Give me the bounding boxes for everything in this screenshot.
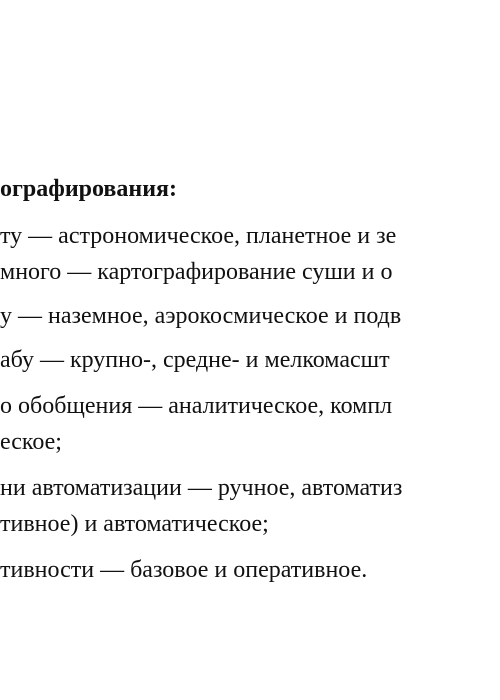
text-line-by-automation: ни автоматизации — ручное, автоматиз [0,475,403,501]
text-line-by-method: у — наземное, аэрокосмическое и подв [0,303,402,329]
text-line-by-territory: много — картографирование суши и о [0,259,393,285]
text-line-continuation: тивное) и автоматическое; [0,511,269,537]
section-heading: ографирования: [0,176,178,202]
text-line-by-object: ту — астрономическое, планетное и зе [0,223,397,249]
text-line-by-scale: абу — крупно-, средне- и мелкомасшт [0,347,390,373]
text-line-by-generalization: о обобщения — аналитическое, компл [0,393,393,419]
text-line-by-operativeness: тивности — базовое и оперативное. [0,557,368,583]
text-line-continuation: еское; [0,429,62,455]
